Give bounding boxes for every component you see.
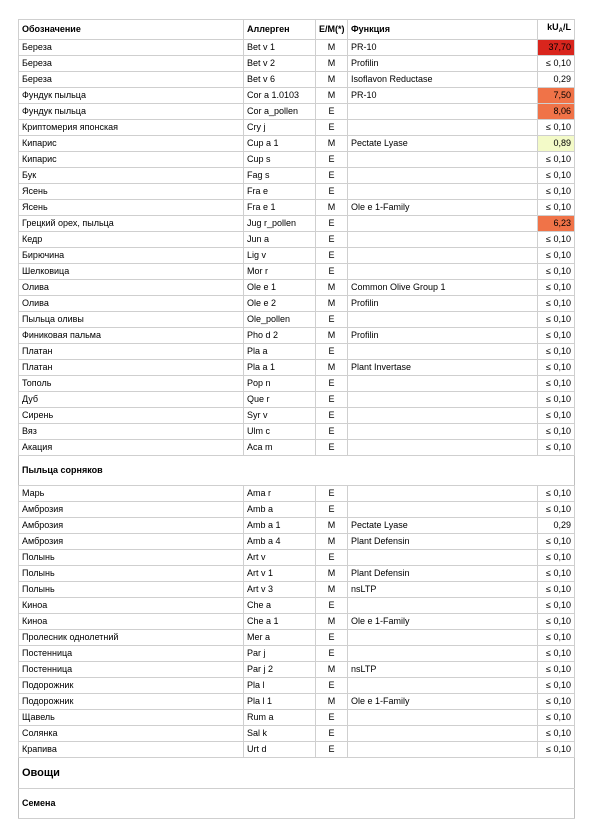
cell-designation: Дуб <box>19 392 244 408</box>
header-em: E/M(*) <box>316 20 348 40</box>
cell-function: Profilin <box>348 56 538 72</box>
unit-main: kU <box>547 22 559 32</box>
cell-value: ≤ 0,10 <box>538 280 575 296</box>
cell-value: ≤ 0,10 <box>538 344 575 360</box>
cell-designation: Подорожник <box>19 678 244 694</box>
cell-designation: Береза <box>19 56 244 72</box>
cell-value: ≤ 0,10 <box>538 678 575 694</box>
cell-em: M <box>316 582 348 598</box>
cell-value: ≤ 0,10 <box>538 582 575 598</box>
cell-allergen: Syr v <box>244 408 316 424</box>
unit-sub: A <box>558 28 563 34</box>
cell-allergen: Cry j <box>244 120 316 136</box>
cell-designation: Ясень <box>19 200 244 216</box>
cell-designation: Фундук пыльца <box>19 104 244 120</box>
cell-em: E <box>316 726 348 742</box>
cell-value: ≤ 0,10 <box>538 152 575 168</box>
cell-em: E <box>316 264 348 280</box>
table-row <box>19 136 575 152</box>
cell-function <box>348 440 538 456</box>
section-header-row <box>19 758 575 789</box>
table-row <box>19 248 575 264</box>
cell-designation: Крапива <box>19 742 244 758</box>
table-row <box>19 566 575 582</box>
table-header-row <box>19 20 575 40</box>
section-title: Семена <box>19 789 575 819</box>
cell-em: E <box>316 550 348 566</box>
cell-allergen: Aca m <box>244 440 316 456</box>
cell-em: M <box>316 614 348 630</box>
table-row <box>19 120 575 136</box>
table-row <box>19 502 575 518</box>
section-header-row <box>19 456 575 486</box>
cell-value: 37,70 <box>538 40 575 56</box>
cell-value: ≤ 0,10 <box>538 440 575 456</box>
cell-function: Profilin <box>348 328 538 344</box>
unit-tail: /L <box>563 22 571 32</box>
cell-function <box>348 216 538 232</box>
cell-function <box>348 646 538 662</box>
cell-designation: Амброзия <box>19 534 244 550</box>
cell-em: M <box>316 200 348 216</box>
cell-allergen: Pla l <box>244 678 316 694</box>
cell-function <box>348 104 538 120</box>
cell-function <box>348 264 538 280</box>
cell-allergen: Ole e 2 <box>244 296 316 312</box>
cell-value: ≤ 0,10 <box>538 376 575 392</box>
header-unit <box>538 20 575 40</box>
table-row <box>19 614 575 630</box>
cell-function <box>348 376 538 392</box>
cell-value: 0,29 <box>538 72 575 88</box>
cell-em: E <box>316 184 348 200</box>
cell-function: nsLTP <box>348 662 538 678</box>
cell-allergen: Pop n <box>244 376 316 392</box>
cell-function: nsLTP <box>348 582 538 598</box>
table-row <box>19 376 575 392</box>
cell-allergen: Art v 3 <box>244 582 316 598</box>
header-allergen: Аллерген <box>244 20 316 40</box>
section-header-row <box>19 789 575 819</box>
cell-designation: Криптомерия японская <box>19 120 244 136</box>
cell-value: ≤ 0,10 <box>538 424 575 440</box>
cell-em: M <box>316 56 348 72</box>
cell-allergen: Fag s <box>244 168 316 184</box>
cell-allergen: Jug r_pollen <box>244 216 316 232</box>
cell-em: E <box>316 646 348 662</box>
cell-allergen: Amb a 1 <box>244 518 316 534</box>
section-title: Овощи <box>19 758 575 789</box>
cell-em: E <box>316 424 348 440</box>
cell-value: ≤ 0,10 <box>538 630 575 646</box>
table-row <box>19 726 575 742</box>
table-row <box>19 662 575 678</box>
cell-function: Common Olive Group 1 <box>348 280 538 296</box>
cell-em: E <box>316 120 348 136</box>
cell-value: ≤ 0,10 <box>538 710 575 726</box>
cell-function <box>348 486 538 502</box>
cell-designation: Шелковица <box>19 264 244 280</box>
cell-designation: Вяз <box>19 424 244 440</box>
cell-value: ≤ 0,10 <box>538 646 575 662</box>
cell-value: ≤ 0,10 <box>538 742 575 758</box>
header-function: Функция <box>348 20 538 40</box>
table-body <box>19 40 575 819</box>
table-row <box>19 216 575 232</box>
cell-designation: Олива <box>19 280 244 296</box>
table-row <box>19 392 575 408</box>
table-row <box>19 486 575 502</box>
cell-em: E <box>316 598 348 614</box>
table-row <box>19 296 575 312</box>
cell-value: ≤ 0,10 <box>538 694 575 710</box>
cell-designation: Амброзия <box>19 502 244 518</box>
cell-value: ≤ 0,10 <box>538 614 575 630</box>
cell-value: ≤ 0,10 <box>538 392 575 408</box>
cell-allergen: Fra e 1 <box>244 200 316 216</box>
cell-designation: Акация <box>19 440 244 456</box>
cell-function <box>348 408 538 424</box>
cell-designation: Пролесник однолетний <box>19 630 244 646</box>
cell-value: ≤ 0,10 <box>538 184 575 200</box>
table-row <box>19 742 575 758</box>
cell-em: M <box>316 88 348 104</box>
table-row <box>19 408 575 424</box>
table-row <box>19 312 575 328</box>
cell-function: Ole e 1-Family <box>348 694 538 710</box>
cell-function: Pectate Lyase <box>348 518 538 534</box>
cell-em: E <box>316 168 348 184</box>
cell-em: E <box>316 710 348 726</box>
cell-designation: Сирень <box>19 408 244 424</box>
header-designation: Обозначение <box>19 20 244 40</box>
cell-function <box>348 168 538 184</box>
cell-value: ≤ 0,10 <box>538 296 575 312</box>
table-row <box>19 646 575 662</box>
cell-allergen: Lig v <box>244 248 316 264</box>
cell-designation: Платан <box>19 360 244 376</box>
cell-function <box>348 502 538 518</box>
cell-em: M <box>316 662 348 678</box>
cell-function <box>348 678 538 694</box>
cell-allergen: Cup a 1 <box>244 136 316 152</box>
cell-allergen: Par j 2 <box>244 662 316 678</box>
cell-designation: Постенница <box>19 646 244 662</box>
cell-designation: Бук <box>19 168 244 184</box>
table-row <box>19 232 575 248</box>
cell-allergen: Amb a <box>244 502 316 518</box>
cell-allergen: Ole_pollen <box>244 312 316 328</box>
cell-function: Profilin <box>348 296 538 312</box>
table-row <box>19 104 575 120</box>
cell-allergen: Art v 1 <box>244 566 316 582</box>
cell-function <box>348 742 538 758</box>
cell-designation: Кипарис <box>19 136 244 152</box>
cell-em: M <box>316 280 348 296</box>
cell-allergen: Cor a 1.0103 <box>244 88 316 104</box>
cell-em: E <box>316 392 348 408</box>
cell-em: E <box>316 104 348 120</box>
cell-value: 8,06 <box>538 104 575 120</box>
cell-designation: Финиковая пальма <box>19 328 244 344</box>
cell-allergen: Pla a <box>244 344 316 360</box>
table-row <box>19 630 575 646</box>
cell-function <box>348 344 538 360</box>
cell-allergen: Pho d 2 <box>244 328 316 344</box>
cell-allergen: Mer a <box>244 630 316 646</box>
table-row <box>19 152 575 168</box>
table-row <box>19 168 575 184</box>
allergen-table <box>18 19 575 819</box>
cell-em: E <box>316 216 348 232</box>
cell-designation: Грецкий орех, пыльца <box>19 216 244 232</box>
cell-value: ≤ 0,10 <box>538 264 575 280</box>
cell-allergen: Jun a <box>244 232 316 248</box>
cell-designation: Береза <box>19 40 244 56</box>
cell-allergen: Cup s <box>244 152 316 168</box>
cell-em: M <box>316 360 348 376</box>
table-row <box>19 200 575 216</box>
cell-function <box>348 630 538 646</box>
cell-value: ≤ 0,10 <box>538 662 575 678</box>
cell-designation: Щавель <box>19 710 244 726</box>
cell-designation: Береза <box>19 72 244 88</box>
cell-allergen: Par j <box>244 646 316 662</box>
cell-em: E <box>316 232 348 248</box>
cell-function <box>348 152 538 168</box>
cell-allergen: Pla a 1 <box>244 360 316 376</box>
cell-value: ≤ 0,10 <box>538 120 575 136</box>
cell-em: M <box>316 296 348 312</box>
cell-allergen: Amb a 4 <box>244 534 316 550</box>
cell-value: ≤ 0,10 <box>538 726 575 742</box>
cell-function: Pectate Lyase <box>348 136 538 152</box>
cell-function: Plant Defensin <box>348 534 538 550</box>
table-row <box>19 710 575 726</box>
cell-value: ≤ 0,10 <box>538 502 575 518</box>
cell-allergen: Bet v 6 <box>244 72 316 88</box>
cell-value: ≤ 0,10 <box>538 232 575 248</box>
cell-designation: Платан <box>19 344 244 360</box>
table-row <box>19 40 575 56</box>
cell-value: ≤ 0,10 <box>538 486 575 502</box>
cell-designation: Фундук пыльца <box>19 88 244 104</box>
table-row <box>19 694 575 710</box>
cell-designation: Киноа <box>19 598 244 614</box>
cell-em: E <box>316 742 348 758</box>
cell-function: PR-10 <box>348 40 538 56</box>
cell-em: E <box>316 344 348 360</box>
cell-em: M <box>316 72 348 88</box>
cell-function <box>348 710 538 726</box>
table-row <box>19 344 575 360</box>
cell-value: ≤ 0,10 <box>538 56 575 72</box>
cell-value: ≤ 0,10 <box>538 566 575 582</box>
cell-function: Ole e 1-Family <box>348 614 538 630</box>
table-row <box>19 424 575 440</box>
cell-value: 7,50 <box>538 88 575 104</box>
cell-function <box>348 184 538 200</box>
table-row <box>19 184 575 200</box>
cell-value: 6,23 <box>538 216 575 232</box>
cell-allergen: Bet v 2 <box>244 56 316 72</box>
table-row <box>19 582 575 598</box>
cell-function <box>348 248 538 264</box>
cell-allergen: Ulm c <box>244 424 316 440</box>
cell-function: PR-10 <box>348 88 538 104</box>
table-row <box>19 518 575 534</box>
cell-allergen: Ole e 1 <box>244 280 316 296</box>
cell-em: M <box>316 136 348 152</box>
cell-em: M <box>316 518 348 534</box>
table-row <box>19 360 575 376</box>
cell-designation: Олива <box>19 296 244 312</box>
cell-designation: Кипарис <box>19 152 244 168</box>
cell-designation: Бирючина <box>19 248 244 264</box>
cell-em: M <box>316 534 348 550</box>
cell-function <box>348 312 538 328</box>
cell-allergen: Sal k <box>244 726 316 742</box>
cell-function <box>348 232 538 248</box>
cell-designation: Амброзия <box>19 518 244 534</box>
cell-value: ≤ 0,10 <box>538 200 575 216</box>
cell-value: 0,89 <box>538 136 575 152</box>
cell-function <box>348 392 538 408</box>
cell-value: ≤ 0,10 <box>538 168 575 184</box>
cell-em: E <box>316 248 348 264</box>
cell-value: ≤ 0,10 <box>538 312 575 328</box>
cell-designation: Полынь <box>19 566 244 582</box>
cell-designation: Полынь <box>19 582 244 598</box>
cell-function <box>348 726 538 742</box>
cell-allergen: Cor a_pollen <box>244 104 316 120</box>
cell-designation: Постенница <box>19 662 244 678</box>
cell-designation: Киноа <box>19 614 244 630</box>
cell-allergen: Urt d <box>244 742 316 758</box>
cell-em: M <box>316 328 348 344</box>
cell-allergen: Que r <box>244 392 316 408</box>
cell-em: E <box>316 678 348 694</box>
cell-em: E <box>316 502 348 518</box>
cell-allergen: Bet v 1 <box>244 40 316 56</box>
table-row <box>19 264 575 280</box>
table-row <box>19 56 575 72</box>
cell-designation: Полынь <box>19 550 244 566</box>
cell-function: Plant Invertase <box>348 360 538 376</box>
cell-value: ≤ 0,10 <box>538 248 575 264</box>
cell-designation: Марь <box>19 486 244 502</box>
cell-value: ≤ 0,10 <box>538 408 575 424</box>
table-row <box>19 534 575 550</box>
cell-value: ≤ 0,10 <box>538 328 575 344</box>
cell-em: E <box>316 152 348 168</box>
cell-function <box>348 120 538 136</box>
cell-function: Ole e 1-Family <box>348 200 538 216</box>
cell-em: E <box>316 376 348 392</box>
allergen-results-sheet <box>18 19 574 819</box>
table-row <box>19 678 575 694</box>
cell-function <box>348 598 538 614</box>
cell-value: ≤ 0,10 <box>538 360 575 376</box>
cell-em: E <box>316 630 348 646</box>
table-row <box>19 598 575 614</box>
cell-function <box>348 424 538 440</box>
table-row <box>19 550 575 566</box>
cell-value: ≤ 0,10 <box>538 598 575 614</box>
table-row <box>19 88 575 104</box>
cell-designation: Подорожник <box>19 694 244 710</box>
cell-function <box>348 550 538 566</box>
cell-allergen: Rum a <box>244 710 316 726</box>
cell-value: ≤ 0,10 <box>538 534 575 550</box>
cell-value: ≤ 0,10 <box>538 550 575 566</box>
cell-em: E <box>316 440 348 456</box>
cell-allergen: Che a <box>244 598 316 614</box>
cell-em: E <box>316 408 348 424</box>
cell-em: M <box>316 566 348 582</box>
cell-em: M <box>316 694 348 710</box>
cell-em: E <box>316 312 348 328</box>
cell-designation: Ясень <box>19 184 244 200</box>
cell-designation: Пыльца оливы <box>19 312 244 328</box>
section-title: Пыльца сорняков <box>19 456 575 486</box>
table-row <box>19 440 575 456</box>
table-row <box>19 72 575 88</box>
cell-designation: Кедр <box>19 232 244 248</box>
cell-allergen: Fra e <box>244 184 316 200</box>
cell-em: E <box>316 486 348 502</box>
cell-allergen: Che a 1 <box>244 614 316 630</box>
cell-designation: Тополь <box>19 376 244 392</box>
cell-em: M <box>316 40 348 56</box>
cell-value: 0,29 <box>538 518 575 534</box>
cell-allergen: Ama r <box>244 486 316 502</box>
cell-function: Plant Defensin <box>348 566 538 582</box>
table-row <box>19 328 575 344</box>
cell-allergen: Pla l 1 <box>244 694 316 710</box>
cell-function: Isoflavon Reductase <box>348 72 538 88</box>
table-row <box>19 280 575 296</box>
cell-allergen: Art v <box>244 550 316 566</box>
cell-designation: Солянка <box>19 726 244 742</box>
cell-allergen: Mor r <box>244 264 316 280</box>
